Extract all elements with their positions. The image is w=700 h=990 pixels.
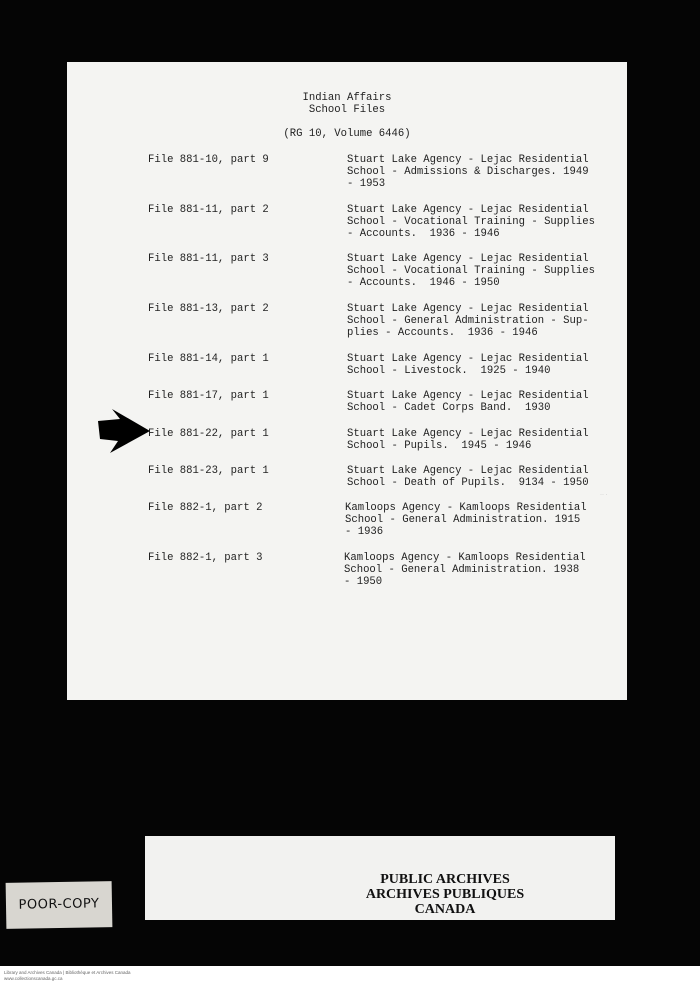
- stamp-line: CANADA: [414, 902, 476, 917]
- file-description: Stuart Lake Agency - Lejac Residential School - Cadet Corps Band. 1930: [347, 390, 589, 414]
- file-description: Stuart Lake Agency - Lejac Residential School - Vocational Training - Supplies - Accounts. 1946 - 1950: [347, 253, 595, 289]
- header-volume: (RG 10, Volume 6446): [283, 128, 411, 140]
- archive-stamp-card: [145, 836, 615, 920]
- file-description: Kamloops Agency - Kamloops Residential School - General Administration. 1915 - 1936: [345, 502, 587, 538]
- file-label: File 882-1, part 3: [148, 552, 263, 564]
- file-label: File 882-1, part 2: [148, 502, 263, 514]
- footer-url: www.collectionscanada.gc.ca: [4, 976, 63, 981]
- file-description: Stuart Lake Agency - Lejac Residential School - Livestock. 1925 - 1940: [347, 353, 589, 377]
- footer-credit: [4, 970, 131, 982]
- footer-institution: Library and Archives Canada | Bibliothèque et Archives Canada: [4, 970, 131, 975]
- scan-mark: ·· ·: [600, 492, 608, 498]
- file-label: File 881-11, part 2: [148, 204, 269, 216]
- file-description: Stuart Lake Agency - Lejac Residential School - Pupils. 1945 - 1946: [347, 428, 589, 452]
- file-label: File 881-13, part 2: [148, 303, 269, 315]
- file-label: File 881-23, part 1: [148, 465, 269, 477]
- file-label: File 881-22, part 1: [148, 428, 269, 440]
- file-label: File 881-10, part 9: [148, 154, 269, 166]
- pointer-arrow-icon: [98, 409, 150, 453]
- stamp-line: PUBLIC ARCHIVES: [380, 872, 510, 887]
- archive-stamp: [265, 872, 625, 917]
- file-description: Stuart Lake Agency - Lejac Residential School - Admissions & Discharges. 1949 - 1953: [347, 154, 589, 190]
- file-label: File 881-17, part 1: [148, 390, 269, 402]
- poor-copy-label: POOR-COPY: [6, 881, 113, 929]
- file-label: File 881-14, part 1: [148, 353, 269, 365]
- file-description: Stuart Lake Agency - Lejac Residential School - Death of Pupils. 9134 - 1950: [347, 465, 589, 489]
- header-title: Indian Affairs: [302, 92, 392, 104]
- document-page: [67, 62, 627, 700]
- stamp-line: ARCHIVES PUBLIQUES: [365, 887, 525, 902]
- file-label: File 881-11, part 3: [148, 253, 269, 265]
- header-subtitle: School Files: [308, 104, 386, 116]
- file-description: Kamloops Agency - Kamloops Residential School - General Administration. 1938 - 1950: [344, 552, 586, 588]
- file-description: Stuart Lake Agency - Lejac Residential School - Vocational Training - Supplies - Accounts. 1936 - 1946: [347, 204, 595, 240]
- file-description: Stuart Lake Agency - Lejac Residential School - General Administration - Sup- plies - Accounts. 1936 - 1946: [347, 303, 589, 339]
